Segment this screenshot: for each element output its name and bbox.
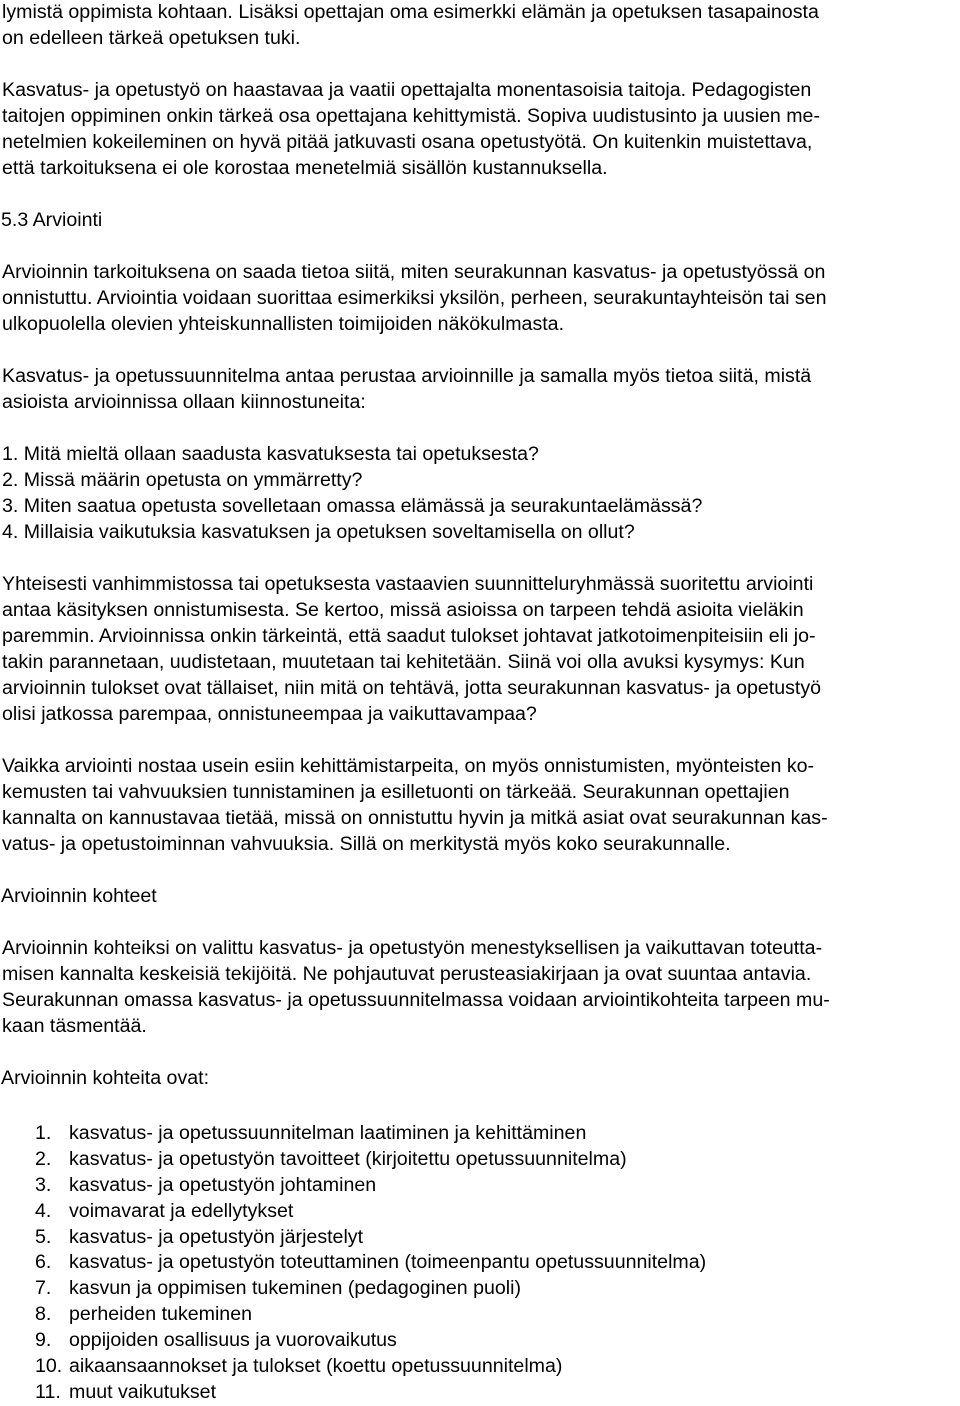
question-item: 3. Miten saatua opetusta sovelletaan omassa elämässä ja seurakuntaelämässä? (2, 495, 703, 517)
text-line: paremmin. Arvioinnissa onkin tärkeintä, että saadut tulokset johtavat jatkotoimenpiteisiin eli jo- (2, 625, 816, 647)
list-item (0, 1121, 960, 1147)
targets-list (0, 1121, 960, 1406)
list-item (0, 1328, 960, 1354)
list-number: 8. (35, 1303, 52, 1326)
list-text: perheiden tukeminen (69, 1303, 253, 1326)
text-line: Yhteisesti vanhimmistossa tai opetuksesta vastaavien suunnitteluryhmässä suoritettu arviointi (2, 573, 814, 595)
list-item (0, 1380, 960, 1406)
text-line: Kasvatus- ja opetussuunnitelma antaa perustaa arvioinnille ja samalla myös tietoa siitä, mistä (2, 365, 812, 387)
list-text: kasvatus- ja opetustyön johtaminen (69, 1173, 377, 1196)
list-number: 10. (35, 1355, 63, 1378)
text-line: antaa käsityksen onnistumisesta. Se kertoo, missä asioissa on tarpeen tehdä asioita vieläkin (2, 599, 804, 621)
list-number: 4. (35, 1199, 52, 1222)
text-line: Arvioinnin tarkoituksena on saada tietoa siitä, miten seurakunnan kasvatus- ja opetustyössä on (2, 261, 826, 283)
text-line: kemusten tai vahvuuksien tunnistaminen ja esilletuonti on tärkeää. Seurakunnan opettajien (2, 781, 790, 803)
list-number: 1. (35, 1122, 52, 1144)
subheading-targets: Arvioinnin kohteet (1, 885, 157, 907)
list-item (0, 1354, 960, 1380)
list-number: 7. (35, 1277, 52, 1300)
list-number: 11. (35, 1380, 61, 1403)
text-line: vatus- ja opetustoiminnan vahvuuksia. Sillä on merkitystä myös koko seurakunnalle. (2, 833, 731, 855)
text-line: netelmien kokeileminen on hyvä pitää jatkuvasti osana opetustyötä. On kuitenkin muistettava, (2, 131, 813, 153)
list-intro: Arvioinnin kohteita ovat: (1, 1067, 210, 1089)
list-item (0, 1250, 960, 1276)
text-line: Vaikka arviointi nostaa usein esiin kehittämistarpeita, on myös onnistumisten, myönteisten ko- (2, 755, 815, 777)
list-text: oppijoiden osallisuus ja vuorovaikutus (69, 1329, 397, 1352)
list-number: 5. (35, 1225, 52, 1248)
list-number: 2. (35, 1147, 52, 1170)
list-item (0, 1147, 960, 1173)
list-item (0, 1199, 960, 1225)
section-heading: 5.3 Arviointi (1, 209, 103, 231)
text-line: asioista arvioinnissa ollaan kiinnostuneita: (2, 391, 366, 413)
list-text: kasvatus- ja opetustyön toteuttaminen (toimeenpantu opetussuunnitelma) (69, 1251, 707, 1274)
question-item: 1. Mitä mieltä ollaan saadusta kasvatuksesta tai opetuksesta? (2, 443, 539, 465)
text-line: takin parannetaan, uudistetaan, muutetaan tai kehitetään. Siinä voi olla avuksi kysymys: Kun (2, 651, 805, 673)
list-item (0, 1173, 960, 1199)
list-text: kasvatus- ja opetustyön tavoitteet (kirjoitettu opetussuunnitelma) (69, 1147, 627, 1170)
list-number: 3. (35, 1173, 52, 1196)
list-text: kasvun ja oppimisen tukeminen (pedagoginen puoli) (69, 1277, 522, 1300)
text-line: arvioinnin tulokset ovat tällaiset, niin mitä on tehtävä, jotta seurakunnan kasvatus- ja opetustyö (2, 677, 822, 699)
text-line: lymistä oppimista kohtaan. Lisäksi opettajan oma esimerkki elämän ja opetuksen tasapainosta (2, 1, 819, 23)
text-line: Kasvatus- ja opetustyö on haastavaa ja vaatii opettajalta monentasoisia taitoja. Pedagogisten (2, 79, 812, 101)
text-line: taitojen oppiminen onkin tärkeä osa opettajana kehittymistä. Sopiva uudistusinto ja uusien me- (2, 105, 820, 127)
list-number: 6. (35, 1251, 52, 1274)
list-item (0, 1276, 960, 1302)
text-line: kannalta on kannustavaa tietää, missä on onnistuttu hyvin ja mitkä asiat ovat seurakunnan kas- (2, 807, 828, 829)
list-text: kasvatus- ja opetussuunnitelman laatiminen ja kehittäminen (69, 1122, 587, 1144)
text-line: että tarkoituksena ei ole korostaa menetelmiä sisällön kustannuksella. (2, 157, 608, 179)
list-item (0, 1302, 960, 1328)
text-line: misen kannalta keskeisiä tekijöitä. Ne pohjautuvat perusteasiakirjaan ja ovat suuntaa antavia. (2, 963, 812, 985)
text-line: onnistuttu. Arviointia voidaan suorittaa esimerkiksi yksilön, perheen, seurakuntayhteisön tai sen (2, 287, 827, 309)
list-number: 9. (35, 1329, 52, 1352)
text-line: Arvioinnin kohteiksi on valittu kasvatus- ja opetustyön menestyksellisen ja vaikuttavan toteutta- (2, 937, 823, 959)
list-text: muut vaikutukset (69, 1380, 217, 1403)
list-text: voimavarat ja edellytykset (69, 1199, 294, 1222)
list-text: aikaansaannokset ja tulokset (koettu opetussuunnitelma) (69, 1355, 563, 1378)
question-item: 4. Millaisia vaikutuksia kasvatuksen ja opetuksen soveltamisella on ollut? (2, 521, 635, 543)
list-item (0, 1225, 960, 1251)
text-line: ulkopuolella olevien yhteiskunnallisten toimijoiden näkökulmasta. (2, 313, 565, 335)
question-item: 2. Missä määrin opetusta on ymmärretty? (2, 469, 363, 491)
text-line: kaan täsmentää. (2, 1015, 147, 1037)
list-text: kasvatus- ja opetustyön järjestelyt (69, 1225, 364, 1248)
text-line: on edelleen tärkeä opetuksen tuki. (2, 27, 301, 49)
text-line: olisi jatkossa parempaa, onnistuneempaa ja vaikuttavampaa? (2, 703, 537, 725)
text-line: Seurakunnan omassa kasvatus- ja opetussuunnitelmassa voidaan arviointikohteita tarpeen mu- (2, 989, 830, 1011)
